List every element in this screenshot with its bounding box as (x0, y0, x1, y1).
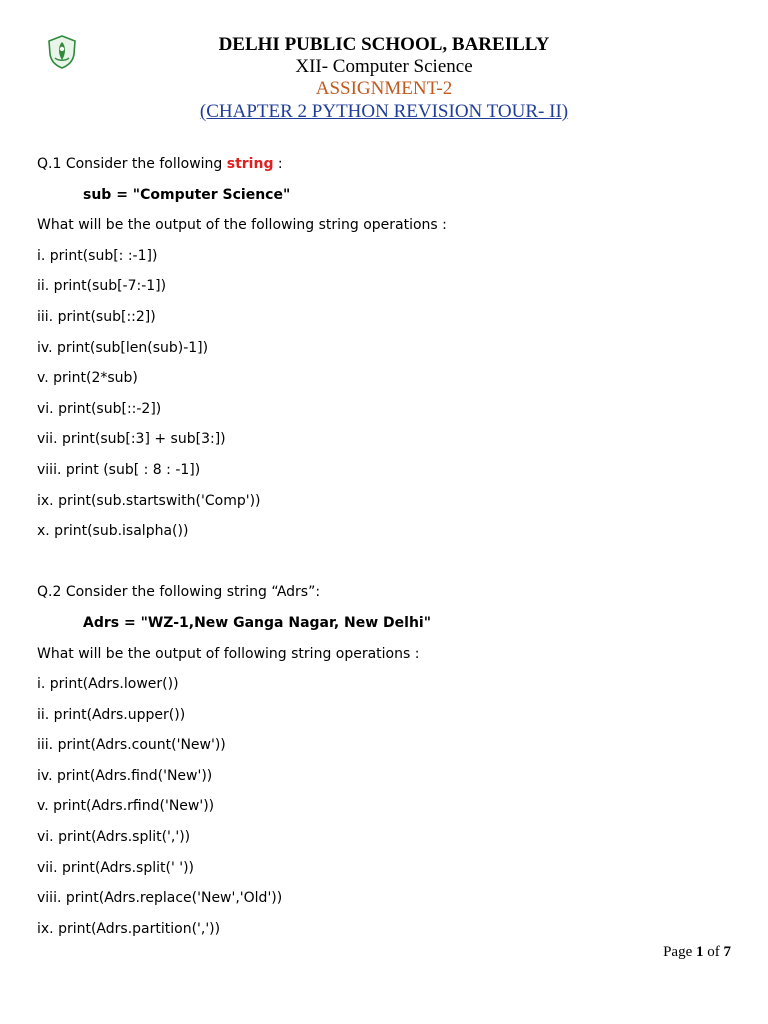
q2-item: ii. print(Adrs.upper()) (37, 706, 186, 723)
q1-item: i. print(sub[: :-1]) (37, 247, 158, 264)
q2-item: vi. print(Adrs.split(',')) (37, 829, 191, 846)
document-body (37, 149, 737, 944)
document-header (0, 34, 768, 124)
q1-item: ix. print(sub.startswith('Comp')) (37, 492, 261, 509)
spacer (37, 547, 737, 578)
q1-intro: Q.1 Consider the following string : (37, 156, 283, 172)
q1-item: iv. print(sub[len(sub)-1]) (37, 339, 209, 356)
q1-item: vi. print(sub[::-2]) (37, 400, 162, 417)
q2-item: viii. print(Adrs.replace('New','Old')) (37, 890, 283, 907)
q2-item: v. print(Adrs.rfind('New')) (37, 798, 215, 815)
q2-item: iv. print(Adrs.find('New')) (37, 767, 213, 784)
q1-item: ii. print(sub[-7:-1]) (37, 278, 167, 295)
q1-prompt: What will be the output of the following string operations : (37, 217, 447, 234)
q1-item: vii. print(sub[:3] + sub[3:]) (37, 431, 226, 448)
current-page: 1 (696, 944, 704, 960)
q1-item: viii. print (sub[ : 8 : -1]) (37, 461, 201, 478)
chapter-title: (CHAPTER 2 PYTHON REVISION TOUR- II) (199, 101, 569, 122)
q2-item: iii. print(Adrs.count('New')) (37, 737, 226, 754)
q1-code: sub = "Computer Science" (83, 186, 291, 203)
school-name: DELHI PUBLIC SCHOOL, BAREILLY (218, 34, 550, 55)
assignment-title: ASSIGNMENT-2 (315, 78, 453, 99)
q1-item: x. print(sub.isalpha()) (37, 523, 189, 540)
q2-prompt: What will be the output of following string operations : (37, 645, 420, 662)
q1-item: v. print(2*sub) (37, 370, 138, 387)
q1-keyword: string (226, 156, 274, 172)
q2-item: ix. print(Adrs.partition(',')) (37, 920, 221, 937)
class-title: XII- Computer Science (295, 56, 473, 77)
q2-code: Adrs = "WZ-1,New Ganga Nagar, New Delhi" (83, 614, 432, 631)
page-number: Page 1 of 7 (663, 944, 731, 960)
q1-item: iii. print(sub[::2]) (37, 308, 156, 325)
q2-intro: Q.2 Consider the following string “Adrs”: (37, 584, 321, 601)
q2-item: i. print(Adrs.lower()) (37, 676, 179, 693)
q2-item: vii. print(Adrs.split(' ')) (37, 859, 195, 876)
total-pages: 7 (723, 944, 731, 960)
